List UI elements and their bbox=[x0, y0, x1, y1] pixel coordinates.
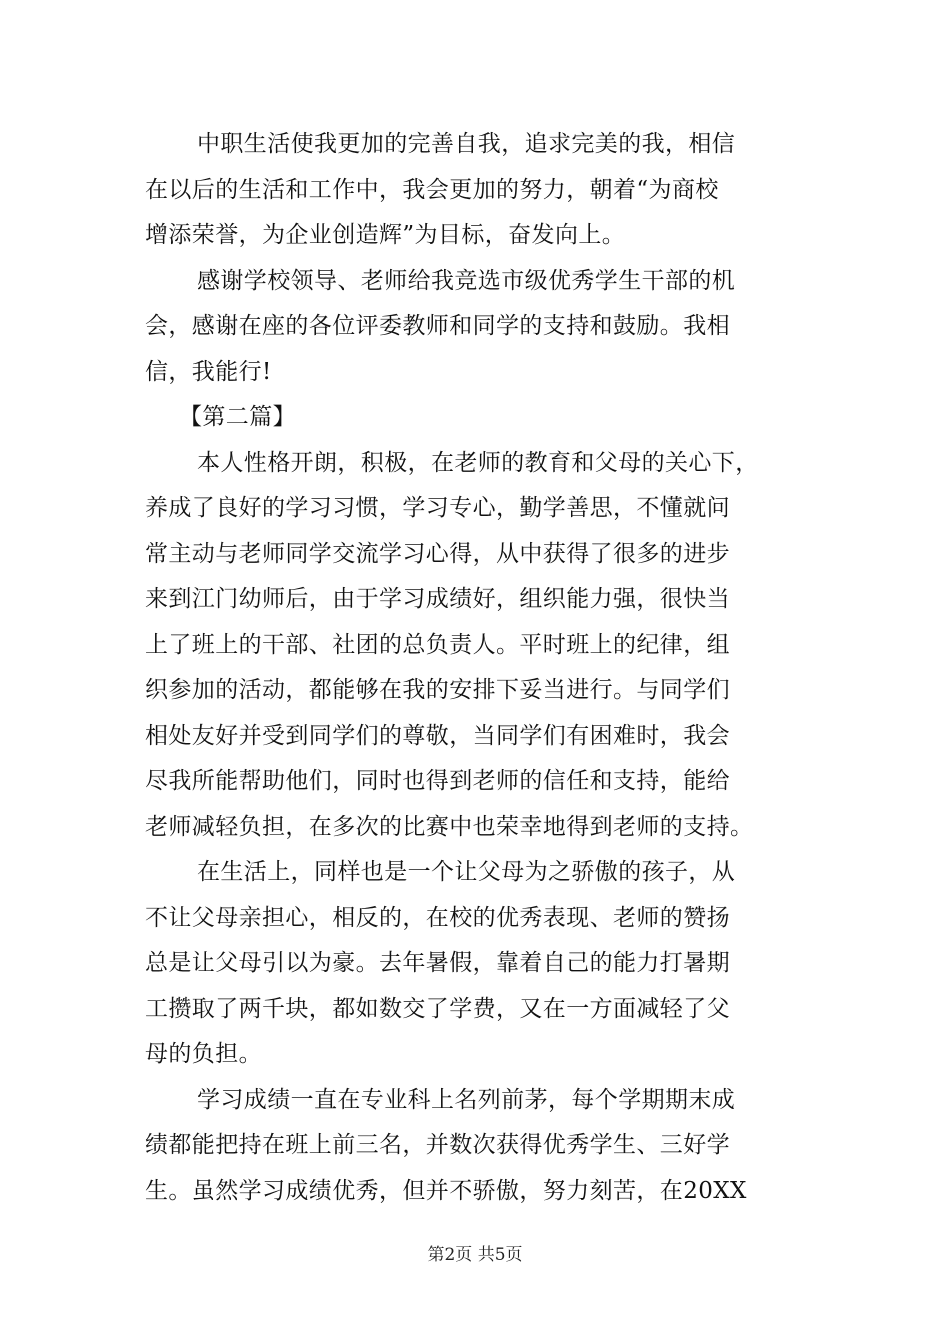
section-heading: 【第二篇】 bbox=[179, 404, 296, 430]
paragraph-line: 会，感谢在座的各位评委教师和同学的支持和鼓励。我相 bbox=[145, 313, 730, 339]
paragraph-line: 织参加的活动，都能够在我的安排下妥当进行。与同学们 bbox=[145, 677, 730, 703]
document-body bbox=[145, 122, 825, 1214]
paragraph-line: 增添荣誉，为企业创造辉”为目标，奋发向上。 bbox=[145, 222, 626, 248]
paragraph-line: 母的负担。 bbox=[145, 1041, 262, 1067]
page-footer bbox=[0, 1240, 950, 1265]
paragraph-line: 老师减轻负担，在多次的比赛中也荣幸地得到老师的支持。 bbox=[145, 813, 754, 840]
paragraph-line: 工攒取了两千块，都如数交了学费，又在一方面减轻了父 bbox=[145, 995, 730, 1022]
paragraph-line: 不让父母亲担心，相反的，在校的优秀表现、老师的赞扬 bbox=[145, 904, 730, 931]
paragraph-line: 常主动与老师同学交流学习心得，从中获得了很多的进步 bbox=[145, 540, 730, 567]
paragraph-line: 养成了良好的学习习惯，学习专心，勤学善思，不懂就问 bbox=[145, 495, 730, 521]
paragraph-line: 本人性格开朗，积极，在老师的教育和父母的关心下， bbox=[197, 449, 759, 476]
paragraph-line: 在以后的生活和工作中，我会更加的努力，朝着“为商校 bbox=[145, 176, 719, 203]
paragraph-line: 来到江门幼师后，由于学习成绩好，组织能力强，很快当 bbox=[145, 586, 730, 612]
paragraph-line: 在生活上，同样也是一个让父母为之骄傲的孩子，从 bbox=[197, 859, 736, 885]
paragraph-line: 总是让父母引以为豪。去年暑假，靠着自己的能力打暑期 bbox=[145, 950, 730, 976]
paragraph-line: 尽我所能帮助他们，同时也得到老师的信任和支持，能给 bbox=[145, 768, 730, 794]
paragraph-line: 生。虽然学习成绩优秀，但并不骄傲，努力刻苦，在20XX bbox=[145, 1177, 747, 1204]
paragraph-line: 上了班上的干部、社团的总负责人。平时班上的纪律，组 bbox=[145, 631, 730, 658]
paragraph-line: 感谢学校领导、老师给我竞选市级优秀学生干部的机 bbox=[197, 267, 736, 294]
paragraph-line: 学习成绩一直在专业科上名列前茅，每个学期期末成 bbox=[197, 1086, 736, 1113]
page-number: 第2页 共5页 bbox=[427, 1245, 523, 1265]
paragraph-line: 信，我能行! bbox=[145, 358, 272, 385]
paragraph-line: 中职生活使我更加的完善自我，追求完美的我，相信 bbox=[197, 131, 736, 157]
paragraph-line: 相处友好并受到同学们的尊敬，当同学们有困难时，我会 bbox=[145, 722, 730, 749]
paragraph-line: 绩都能把持在班上前三名，并数次获得优秀学生、三好学 bbox=[145, 1132, 730, 1158]
